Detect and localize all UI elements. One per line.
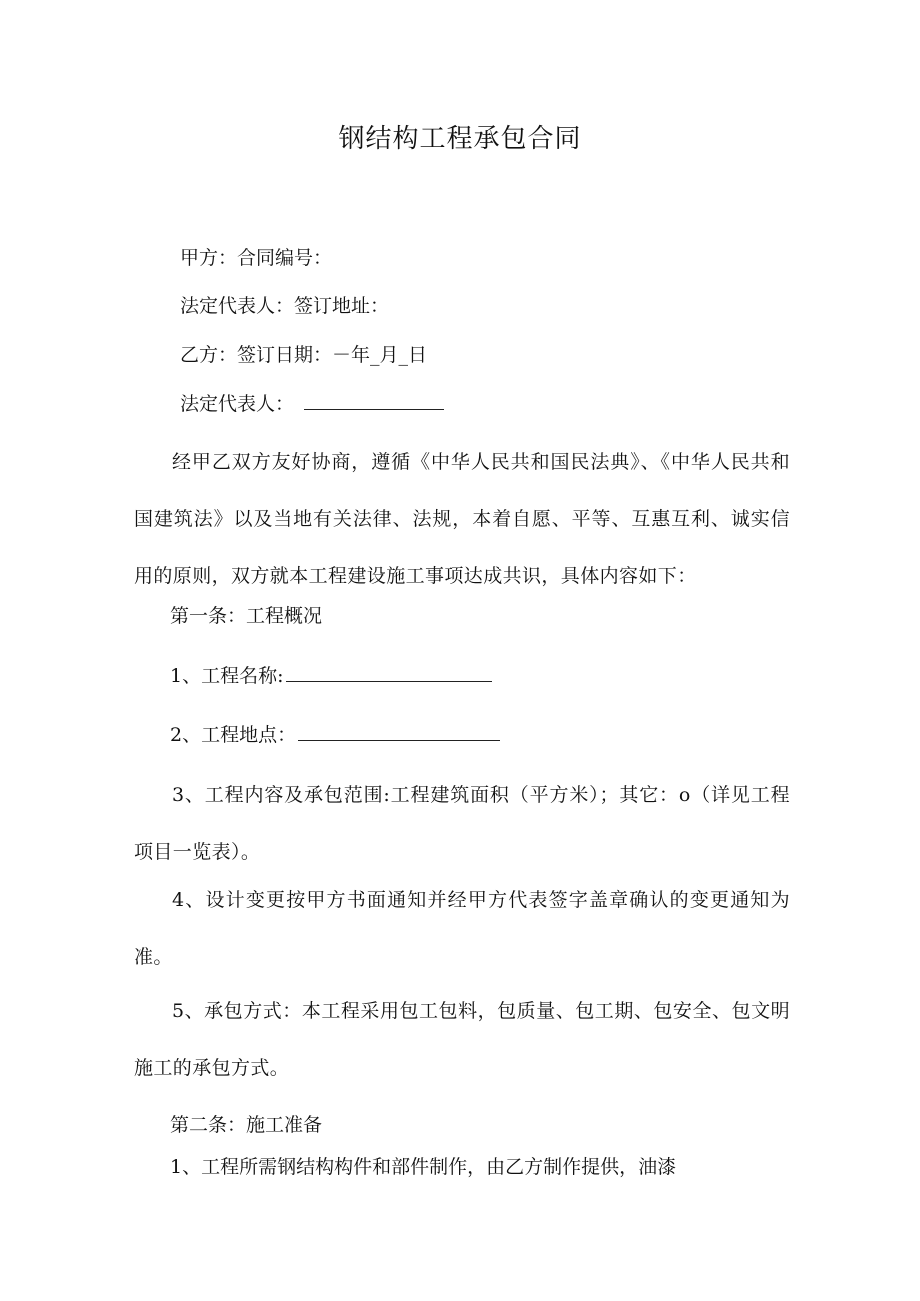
preamble-paragraph: 经甲乙双方友好协商，遵循《中华人民共和国民法典》、《中华人民共和国建筑法》以及当地有关法律、法规，本着自愿、平等、互惠互利、诚实信用的原则，双方就本工程建设施工事项达成共识，具体内容如下： bbox=[134, 451, 790, 587]
legal-rep-line bbox=[180, 390, 444, 418]
article2-item1: 1、工程所需钢结构构件和部件制作，由乙方制作提供，油漆 bbox=[170, 1156, 677, 1178]
article1-item4: 4、设计变更按甲方书面通知并经甲方代表签字盖章确认的变更通知为准。 bbox=[134, 889, 790, 968]
article1-item3: 3、工程内容及承包范围:工程建筑面积（平方米）；其它：o（详见工程项目一览表）。 bbox=[134, 784, 790, 863]
article1-item1 bbox=[170, 662, 492, 690]
project-location-label: 2、工程地点： bbox=[170, 724, 297, 746]
article1-item2 bbox=[170, 721, 500, 749]
party-b-sign-date-line: 乙方：签订日期：－年_月_日 bbox=[180, 344, 428, 366]
article1-item5: 5、承包方式：本工程采用包工包料，包质量、包工期、包安全、包文明施工的承包方式。 bbox=[134, 1000, 790, 1079]
article1-heading: 第一条：工程概况 bbox=[170, 605, 323, 627]
article2-heading: 第二条：施工准备 bbox=[170, 1114, 323, 1136]
legal-rep-sign-address-line: 法定代表人：签订地址： bbox=[180, 295, 390, 317]
project-name-label: 1、工程名称: bbox=[170, 665, 284, 687]
project-name-blank bbox=[286, 663, 492, 682]
party-a-line: 甲方：合同编号： bbox=[180, 247, 333, 269]
project-location-blank bbox=[298, 722, 500, 741]
legal-rep-label: 法定代表人： bbox=[180, 393, 295, 415]
legal-rep-blank bbox=[304, 391, 444, 410]
document-title: 钢结构工程承包合同 bbox=[338, 124, 582, 154]
